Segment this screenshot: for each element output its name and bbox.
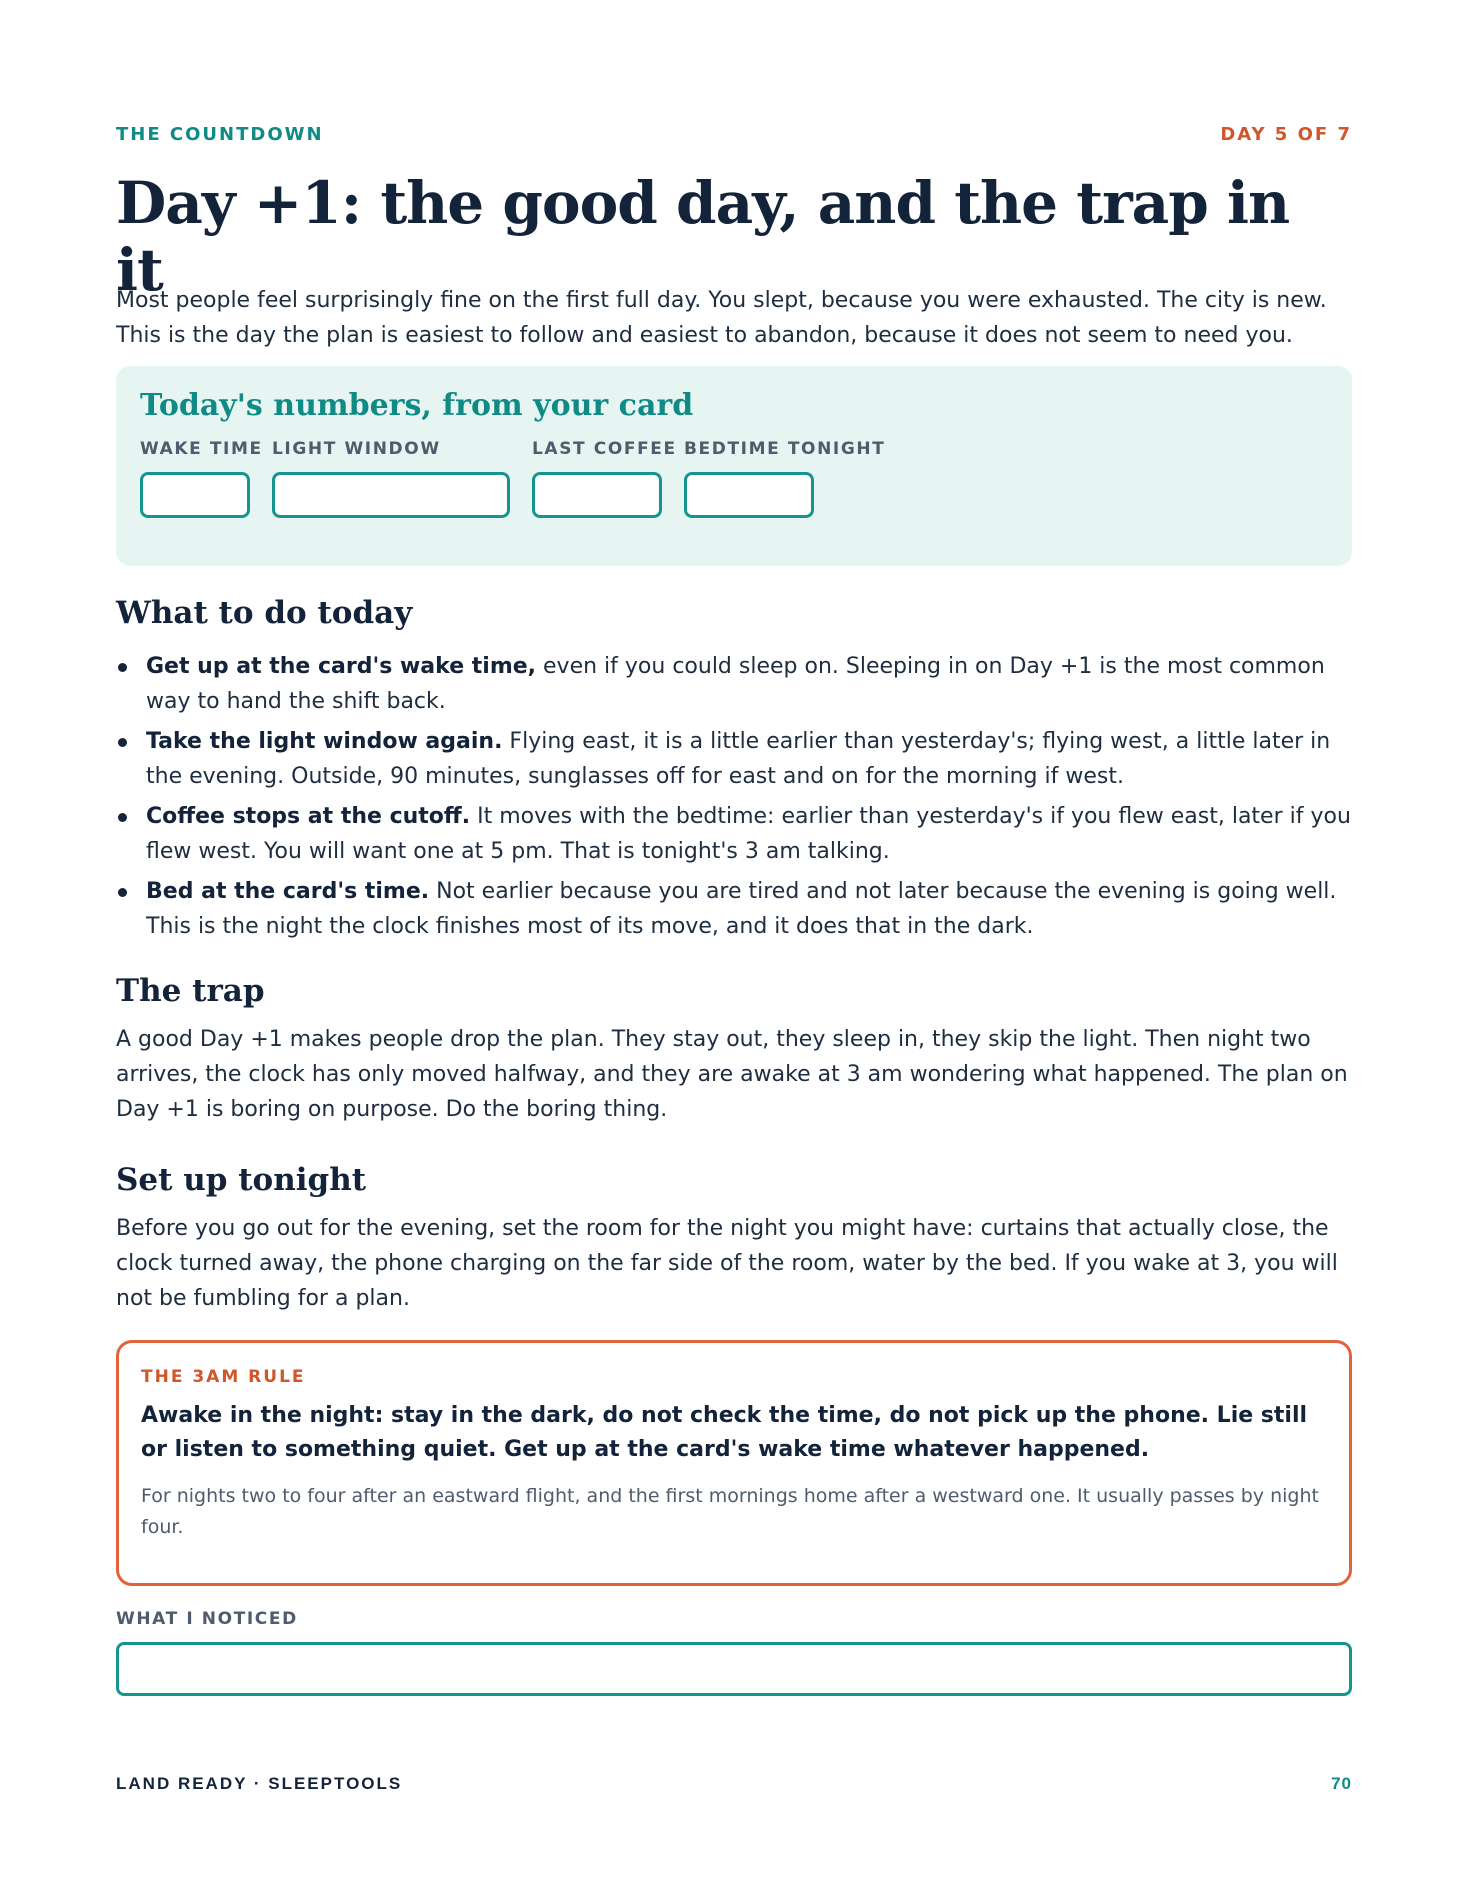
bullet-icon: [118, 663, 127, 672]
list-item-lead: Bed at the card's time.: [146, 879, 430, 904]
trap-paragraph: A good Day +1 makes people drop the plan. They stay out, they sleep in, they skip the light. Then night two arrives, the clock has only moved halfway, and they are awake at 3 am wondering what happened. The plan on Day +1 is boring on purpose. Do the boring thing.: [116, 1027, 1348, 1122]
rule-note: For nights two to four after an eastward flight, and the first mornings home after a westward one. It usually passes by night four.: [141, 1485, 1319, 1538]
noticed-input[interactable]: [116, 1642, 1352, 1696]
section-kicker: THE COUNTDOWN: [116, 124, 324, 145]
page-title: Day +1: the good day, and the trap in it: [116, 169, 1290, 304]
list-item: [146, 799, 1352, 869]
list-item-text: Not earlier because you are tired and not later because the evening is going well. This is the night the clock finishes most of its move, and it does that in the dark.: [146, 879, 1337, 939]
rule-main-text: Awake in the night: stay in the dark, do not check the time, do not pick up the phone. Lie still or listen to something quiet. Get up at the card's wake time whatever happened.: [141, 1403, 1308, 1462]
intro-paragraph: Most people feel surprisingly fine on the first full day. You slept, because you were exhausted. The city is new. This is the day the plan is easiest to follow and easiest to abandon, because it does not seem to need you.: [116, 288, 1327, 348]
numbers-card: [116, 366, 1352, 566]
day-marker: DAY 5 OF 7: [1220, 124, 1352, 145]
bedtime-tonight-label: BEDTIME TONIGHT: [684, 439, 886, 459]
numbers-card-heading: Today's numbers, from your card: [140, 388, 694, 423]
list-item-lead: Take the light window again.: [146, 729, 503, 754]
bullet-icon: [118, 813, 127, 822]
setup-paragraph: Before you go out for the evening, set the room for the night you might have: curtains that actually close, the clock turned away, the phone charging on the far side of the room, water by the bed. If you wake at 3, you will not be fumbling for a plan.: [116, 1216, 1338, 1311]
wake-time-field: [140, 438, 263, 518]
list-item-text: It moves with the bedtime: earlier than yesterday's if you flew east, later if you flew west. You will want one at 5 pm. That is tonight's 3 am talking.: [146, 804, 1351, 864]
page-number: 70: [1331, 1774, 1352, 1793]
setup-heading: Set up tonight: [116, 1162, 367, 1198]
page-footer: [116, 1774, 1352, 1794]
list-item: [146, 724, 1352, 794]
bedtime-tonight-input[interactable]: [684, 472, 814, 518]
list-item-lead: Coffee stops at the cutoff.: [146, 804, 471, 829]
bedtime-tonight-field: [684, 438, 886, 518]
todo-heading: What to do today: [116, 595, 413, 631]
rule-callout: [116, 1340, 1352, 1586]
todo-list: [116, 649, 1352, 949]
list-item-lead: Get up at the card's wake time,: [146, 654, 537, 679]
page-header: [116, 124, 1352, 145]
last-coffee-label: LAST COFFEE: [532, 439, 677, 459]
last-coffee-input[interactable]: [532, 472, 662, 518]
rule-label: THE 3AM RULE: [141, 1367, 306, 1387]
trap-heading: The trap: [116, 973, 265, 1009]
last-coffee-field: [532, 438, 677, 518]
light-window-field: [272, 438, 510, 518]
noticed-label: WHAT I NOTICED: [116, 1609, 298, 1629]
list-item: [146, 874, 1352, 944]
wake-time-label: WAKE TIME: [140, 439, 263, 459]
footer-brand: LAND READY · SLEEPTOOLS: [116, 1774, 403, 1793]
bullet-icon: [118, 738, 127, 747]
wake-time-input[interactable]: [140, 472, 250, 518]
light-window-input[interactable]: [272, 472, 510, 518]
light-window-label: LIGHT WINDOW: [272, 439, 441, 459]
bullet-icon: [118, 888, 127, 897]
numbers-fields: [140, 438, 1328, 518]
list-item-text: even if you could sleep on. Sleeping in on Day +1 is the most common way to hand the shift back.: [146, 654, 1325, 714]
list-item-text: Flying east, it is a little earlier than yesterday's; flying west, a little later in the evening. Outside, 90 minutes, sunglasses off for east and on for the morning if west.: [146, 729, 1331, 789]
list-item: [146, 649, 1352, 719]
